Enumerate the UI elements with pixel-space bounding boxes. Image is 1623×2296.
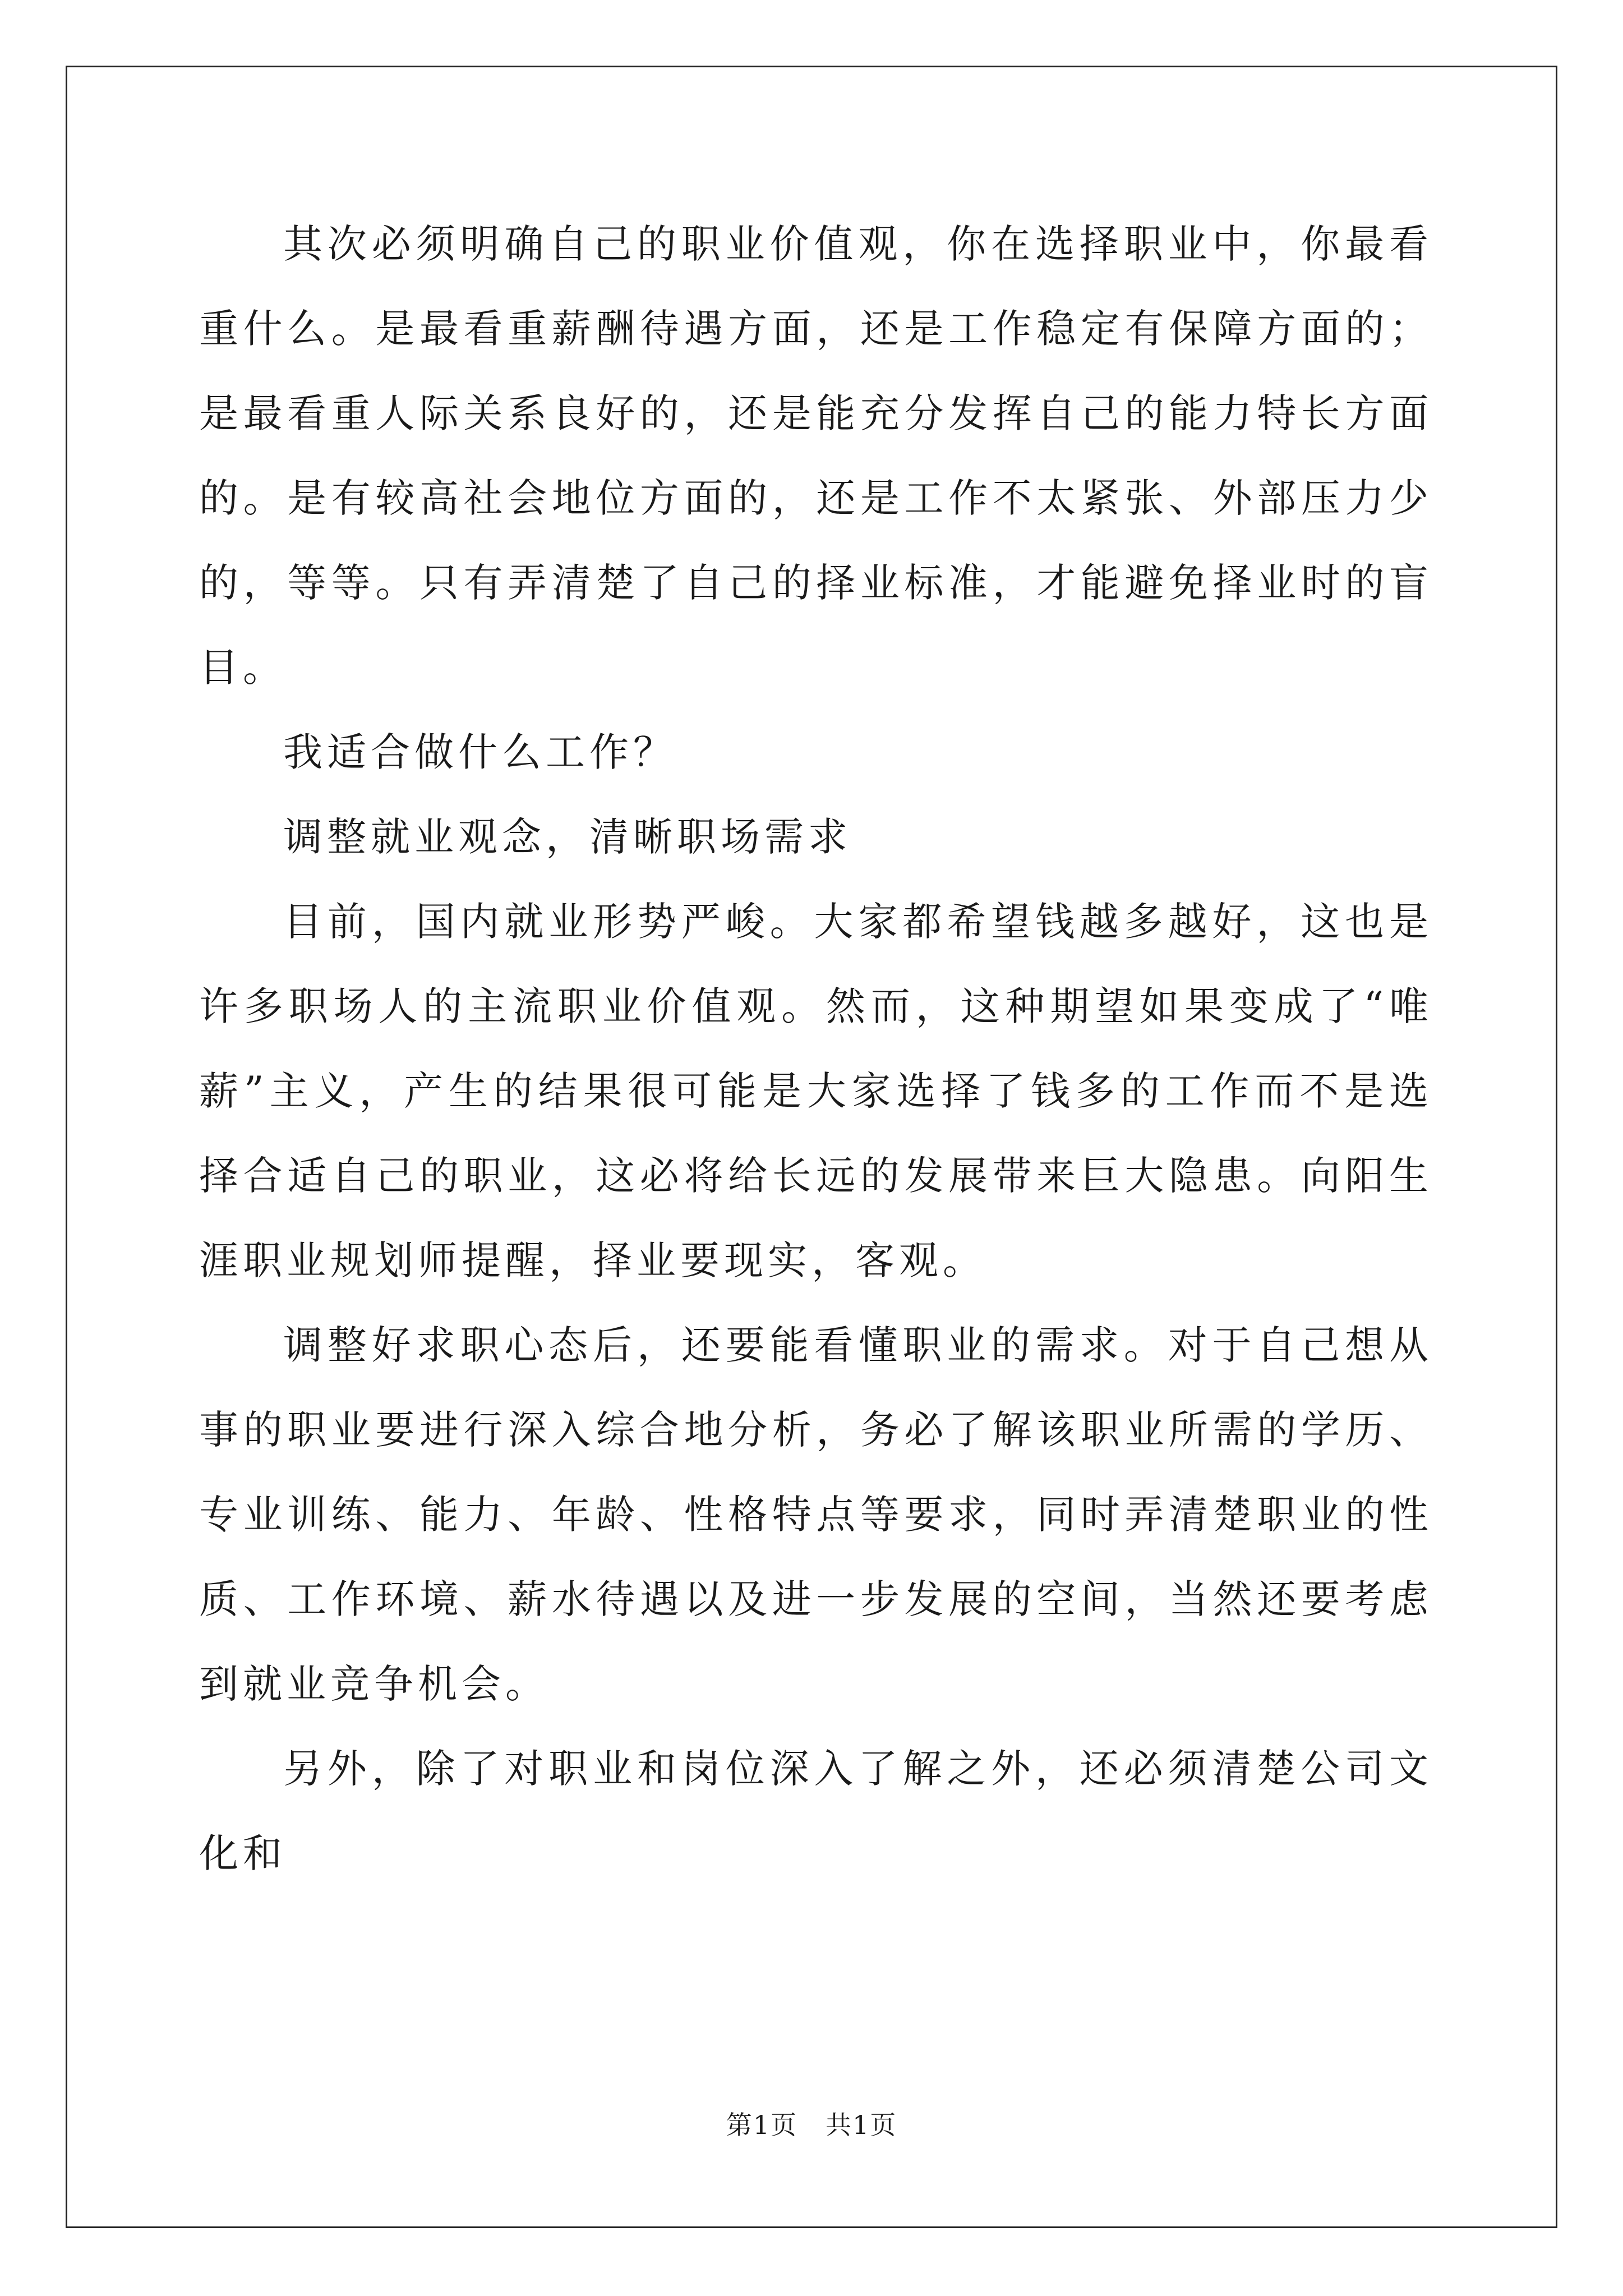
paragraph-career-values: 其次必须明确自己的职业价值观，你在选择职业中，你最看重什么。是最看重薪酬待遇方面，还是工作稳定有保障方面的；是最看重人际关系良好的，还是能充分发挥自己的能力特长方面的。是有较高社会地位方面的，还是工作不太紧张、外部压力少的，等等。只有弄清楚了自己的择业标准，才能避免择业时的盲目。 [199, 221, 1433, 691]
page-number-total: 共1页 [826, 2110, 897, 2140]
paragraph-job-requirements: 调整好求职心态后，还要能看懂职业的需求。对于自己想从事的职业要进行深入综合地分析，务必了解该职业所需的学历、专业训练、能力、年龄、性格特点等要求，同时弄清楚职业的性质、工作环境、薪水待遇以及进一步发展的空间，当然还要考虑到就业竞争机会。 [199, 1322, 1433, 1707]
paragraph-question-heading: 我适合做什么工作？ [283, 729, 677, 775]
page-number-current: 第1页 [726, 2110, 797, 2140]
paragraph-company-culture: 另外，除了对职业和岗位深入了解之外，还必须清楚公司文化和 [199, 1746, 1433, 1876]
page-footer [0, 2108, 1623, 2142]
paragraph-section-heading: 调整就业观念，清晰职场需求 [283, 814, 852, 860]
document-body [199, 202, 1433, 1896]
paragraph-employment-situation: 目前，国内就业形势严峻。大家都希望钱越多越好，这也是许多职场人的主流职业价值观。然而，这种期望如果变成了“唯薪”主义，产生的结果很可能是大家选择了钱多的工作而不是选择合适自己的职业，这必将给长远的发展带来巨大隐患。向阳生涯职业规划师提醒，择业要现实，客观。 [199, 899, 1433, 1283]
